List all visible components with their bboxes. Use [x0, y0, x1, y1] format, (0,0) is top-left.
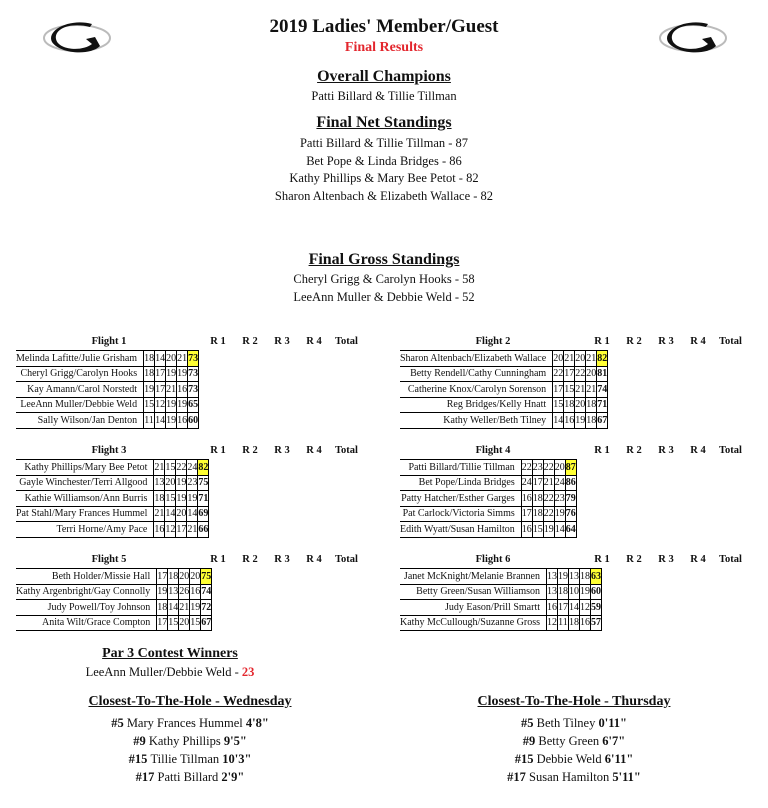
column-header: R 2 [626, 445, 642, 456]
net-standing-row: Bet Pope & Linda Bridges - 86 [306, 154, 462, 168]
table-row [400, 600, 602, 616]
round-score: 19 [166, 366, 177, 382]
round-score: 20 [165, 475, 176, 491]
hole-number: #17 [507, 770, 526, 784]
column-header: R 1 [210, 336, 226, 347]
flight-header [400, 554, 747, 568]
round-score: 19 [554, 506, 565, 522]
round-score: 22 [553, 366, 564, 382]
total-score: 81 [597, 366, 608, 382]
table-row [400, 506, 576, 522]
team-name: Janet McKnight/Melanie Brannen [400, 569, 547, 585]
distance: 9'5" [223, 734, 247, 748]
player-name: Tillie Tillman [150, 752, 220, 766]
flight-table [400, 350, 608, 429]
team-name: Patty Hatcher/Esther Garges [400, 491, 521, 507]
round-score: 18 [157, 600, 168, 616]
round-score: 20 [554, 460, 565, 476]
round-score: 22 [543, 460, 554, 476]
round-score: 14 [168, 600, 179, 616]
table-row [400, 522, 576, 538]
column-header: R 3 [274, 336, 290, 347]
net-standings-heading: Final Net Standings [316, 114, 452, 131]
column-header: Total [719, 445, 742, 456]
distance: 6'7" [602, 734, 626, 748]
round-score: 18 [586, 413, 597, 429]
table-row [16, 600, 212, 616]
round-score: 20 [575, 397, 586, 413]
table-row [16, 475, 209, 491]
team-name: Catherine Knox/Carolyn Sorenson [400, 382, 553, 398]
round-score: 16 [154, 522, 165, 538]
round-score: 23 [532, 460, 543, 476]
round-score: 21 [154, 460, 165, 476]
cth-row [40, 732, 340, 750]
round-score: 19 [177, 366, 188, 382]
team-name: Kathy Weller/Beth Tilney [400, 413, 553, 429]
round-score: 24 [187, 460, 198, 476]
hole-number: #15 [514, 752, 534, 766]
cth-row [424, 750, 724, 768]
table-row [16, 413, 199, 429]
round-score: 18 [564, 397, 575, 413]
round-score: 19 [157, 584, 168, 600]
round-score: 19 [177, 397, 188, 413]
round-score: 14 [187, 506, 198, 522]
round-score: 14 [155, 351, 166, 367]
round-score: 15 [144, 397, 155, 413]
round-score: 17 [155, 382, 166, 398]
column-header: R 2 [242, 554, 258, 565]
flight-table [16, 568, 212, 631]
round-score: 16 [521, 522, 532, 538]
round-score: 15 [165, 491, 176, 507]
team-name: Patti Billard/Tillie Tillman [400, 460, 521, 476]
table-row [400, 413, 608, 429]
round-score: 19 [575, 413, 586, 429]
distance: 0'11" [598, 716, 627, 730]
team-name: Betty Rendell/Cathy Cunningham [400, 366, 553, 382]
distance: 5'11" [612, 770, 641, 784]
round-score: 17 [564, 366, 575, 382]
column-header: Total [335, 554, 358, 565]
table-row [16, 506, 209, 522]
flight-name: Flight 6 [475, 554, 511, 565]
net-standing-row: Patti Billard & Tillie Tillman - 87 [299, 136, 469, 150]
distance: 2'9" [221, 770, 245, 784]
column-header: R 4 [306, 445, 322, 456]
round-score: 22 [575, 366, 586, 382]
round-score: 19 [144, 382, 155, 398]
flight-name: Flight 5 [91, 554, 127, 565]
total-score: 87 [565, 460, 576, 476]
round-score: 18 [586, 397, 597, 413]
round-score: 20 [166, 351, 177, 367]
flight-name: Flight 4 [475, 445, 511, 456]
table-row [16, 522, 209, 538]
flight-header [16, 445, 363, 459]
total-score: 72 [201, 600, 212, 616]
table-row [16, 584, 212, 600]
par3-winner [45, 665, 295, 680]
team-name: Kay Amann/Carol Norstedt [16, 382, 144, 398]
hole-number: #17 [135, 770, 155, 784]
round-score: 23 [187, 475, 198, 491]
flight-header [16, 336, 363, 350]
total-score: 73 [188, 366, 199, 382]
round-score: 17 [521, 506, 532, 522]
table-row [16, 491, 209, 507]
round-score: 19 [187, 491, 198, 507]
round-score: 18 [532, 491, 543, 507]
cth-row [424, 768, 724, 786]
round-score: 13 [547, 584, 558, 600]
round-score: 17 [155, 366, 166, 382]
total-score: 74 [201, 584, 212, 600]
round-score: 21 [187, 522, 198, 538]
flight-name: Flight 3 [91, 445, 127, 456]
total-score: 75 [198, 475, 209, 491]
round-score: 24 [554, 475, 565, 491]
round-score: 19 [166, 413, 177, 429]
round-score: 18 [168, 569, 179, 585]
round-score: 21 [177, 351, 188, 367]
round-score: 21 [154, 506, 165, 522]
round-score: 15 [532, 522, 543, 538]
gross-standing-row: LeeAnn Muller & Debbie Weld - 52 [293, 290, 475, 304]
round-score: 11 [144, 413, 155, 429]
table-row [400, 382, 608, 398]
flight-header [400, 445, 747, 459]
overall-champions-heading: Overall Champions [317, 68, 451, 85]
table-row [16, 351, 199, 367]
table-row [16, 382, 199, 398]
hole-number: #9 [133, 734, 146, 748]
team-name: Bet Pope/Linda Bridges [400, 475, 521, 491]
team-name: Betty Green/Susan Williamson [400, 584, 547, 600]
table-row [400, 491, 576, 507]
round-score: 15 [168, 615, 179, 631]
cth-row [424, 714, 724, 732]
round-score: 16 [547, 600, 558, 616]
total-score: 75 [201, 569, 212, 585]
round-score: 11 [558, 615, 569, 631]
total-score: 64 [565, 522, 576, 538]
round-score: 16 [564, 413, 575, 429]
net-standing-row: Kathy Phillips & Mary Bee Petot - 82 [289, 171, 479, 185]
team-name: Sally Wilson/Jan Denton [16, 413, 144, 429]
flight-header [400, 336, 747, 350]
distance: 6'11" [604, 752, 634, 766]
column-header: Total [719, 554, 742, 565]
round-score: 21 [543, 475, 554, 491]
round-score: 20 [586, 366, 597, 382]
round-score: 18 [532, 506, 543, 522]
total-score: 76 [565, 506, 576, 522]
total-score: 82 [597, 351, 608, 367]
column-header: R 4 [690, 554, 706, 565]
cth-thursday-heading: Closest-To-The-Hole - Thursday [477, 694, 671, 709]
table-row [400, 351, 608, 367]
table-row [400, 366, 608, 382]
par3-heading: Par 3 Contest Winners [102, 646, 238, 661]
total-score: 69 [198, 506, 209, 522]
hole-number: #5 [111, 716, 124, 730]
team-name: Pat Carlock/Victoria Simms [400, 506, 521, 522]
team-name: Cheryl Grigg/Carolyn Hooks [16, 366, 144, 382]
round-score: 18 [580, 569, 591, 585]
flight-name: Flight 1 [91, 336, 127, 347]
round-score: 13 [154, 475, 165, 491]
cth-row [40, 750, 340, 768]
cth-row [40, 714, 340, 732]
round-score: 17 [176, 522, 187, 538]
round-score: 21 [179, 600, 190, 616]
distance: 4'8" [245, 716, 269, 730]
round-score: 16 [177, 413, 188, 429]
round-score: 13 [547, 569, 558, 585]
table-row [400, 397, 608, 413]
total-score: 67 [597, 413, 608, 429]
round-score: 14 [155, 413, 166, 429]
round-score: 19 [190, 600, 201, 616]
round-score: 13 [168, 584, 179, 600]
round-score: 14 [569, 600, 580, 616]
round-score: 18 [154, 491, 165, 507]
table-row [16, 397, 199, 413]
player-name: Kathy Phillips [148, 734, 221, 748]
column-header: R 2 [242, 336, 258, 347]
round-score: 20 [176, 506, 187, 522]
total-score: 73 [188, 351, 199, 367]
page-subtitle: Final Results [344, 40, 424, 55]
player-name: Mary Frances Hummel [126, 716, 243, 730]
round-score: 22 [543, 491, 554, 507]
team-name: Kathie Williamson/Ann Burris [16, 491, 154, 507]
team-name: Terri Horne/Amy Pace [16, 522, 154, 538]
round-score: 15 [165, 460, 176, 476]
total-score: 82 [198, 460, 209, 476]
player-name: Beth Tilney [536, 716, 596, 730]
round-score: 12 [547, 615, 558, 631]
round-score: 21 [166, 382, 177, 398]
cth-wednesday [40, 694, 340, 786]
table-row [16, 366, 199, 382]
team-name: Kathy Argenbright/Gay Connolly [16, 584, 157, 600]
round-score: 17 [553, 382, 564, 398]
column-header: R 4 [306, 336, 322, 347]
round-score: 15 [564, 382, 575, 398]
team-name: Beth Holder/Missie Hall [16, 569, 157, 585]
cth-row [424, 732, 724, 750]
hole-number: #5 [521, 716, 534, 730]
round-score: 21 [575, 382, 586, 398]
team-name: LeeAnn Muller/Debbie Weld [16, 397, 144, 413]
round-score: 22 [521, 460, 532, 476]
round-score: 20 [553, 351, 564, 367]
round-score: 16 [580, 615, 591, 631]
round-score: 22 [543, 506, 554, 522]
distance: 10'3" [222, 752, 252, 766]
round-score: 21 [586, 382, 597, 398]
total-score: 57 [591, 615, 602, 631]
player-name: Patti Billard [157, 770, 219, 784]
table-row [400, 569, 602, 585]
total-score: 73 [188, 382, 199, 398]
column-header: R 2 [626, 336, 642, 347]
total-score: 63 [591, 569, 602, 585]
round-score: 24 [521, 475, 532, 491]
team-name: Judy Powell/Toy Johnson [16, 600, 157, 616]
hole-number: #15 [128, 752, 148, 766]
team-name: Reg Bridges/Kelly Hnatt [400, 397, 553, 413]
net-standing-row: Sharon Altenbach & Elizabeth Wallace - 82 [274, 189, 494, 203]
cth-row [40, 768, 340, 786]
round-score: 20 [190, 569, 201, 585]
round-score: 15 [190, 615, 201, 631]
gross-standing-row: Cheryl Grigg & Carolyn Hooks - 58 [293, 272, 475, 286]
total-score: 74 [597, 382, 608, 398]
round-score: 26 [179, 584, 190, 600]
round-score: 15 [553, 397, 564, 413]
column-header: R 1 [210, 554, 226, 565]
column-header: R 4 [690, 336, 706, 347]
table-row [16, 615, 212, 631]
table-row [400, 584, 602, 600]
round-score: 21 [564, 351, 575, 367]
total-score: 71 [198, 491, 209, 507]
round-score: 17 [532, 475, 543, 491]
column-header: R 3 [274, 445, 290, 456]
total-score: 60 [591, 584, 602, 600]
column-header: R 3 [658, 554, 674, 565]
flight-table [16, 350, 199, 429]
team-name: Kathy Phillips/Mary Bee Petot [16, 460, 154, 476]
page-title: 2019 Ladies' Member/Guest [269, 16, 499, 37]
round-score: 21 [586, 351, 597, 367]
team-name: Anita Wilt/Grace Compton [16, 615, 157, 631]
round-score: 22 [176, 460, 187, 476]
team-name: Edith Wyatt/Susan Hamilton [400, 522, 521, 538]
column-header: R 3 [274, 554, 290, 565]
column-header: R 1 [594, 554, 610, 565]
team-name: Pat Stahl/Mary Frances Hummel [16, 506, 154, 522]
team-name: Sharon Altenbach/Elizabeth Wallace [400, 351, 553, 367]
flight-table [400, 459, 577, 538]
player-name: Debbie Weld [536, 752, 602, 766]
round-score: 18 [144, 366, 155, 382]
round-score: 18 [558, 584, 569, 600]
round-score: 19 [176, 491, 187, 507]
column-header: Total [335, 445, 358, 456]
round-score: 19 [176, 475, 187, 491]
player-name: Susan Hamilton [529, 770, 610, 784]
round-score: 14 [554, 522, 565, 538]
column-header: R 1 [594, 336, 610, 347]
column-header: R 1 [210, 445, 226, 456]
column-header: R 2 [242, 445, 258, 456]
total-score: 60 [188, 413, 199, 429]
round-score: 18 [569, 615, 580, 631]
flight-table [400, 568, 602, 631]
round-score: 23 [554, 491, 565, 507]
table-row [16, 460, 209, 476]
column-header: R 3 [658, 445, 674, 456]
round-score: 16 [190, 584, 201, 600]
team-name: Gayle Winchester/Terri Allgood [16, 475, 154, 491]
team-name: Kathy McCullough/Suzanne Gross [400, 615, 547, 631]
player-name: Betty Green [538, 734, 600, 748]
overall-champions-names: Patti Billard & Tillie Tillman [311, 89, 457, 103]
column-header: R 1 [594, 445, 610, 456]
table-row [400, 475, 576, 491]
round-score: 13 [569, 569, 580, 585]
table-row [16, 569, 212, 585]
round-score: 20 [179, 615, 190, 631]
gross-standings-heading: Final Gross Standings [308, 251, 460, 268]
team-name: Judy Eason/Prill Smartt [400, 600, 547, 616]
round-score: 17 [558, 600, 569, 616]
round-score: 12 [165, 522, 176, 538]
round-score: 20 [575, 351, 586, 367]
column-header: R 4 [690, 445, 706, 456]
table-row [400, 460, 576, 476]
round-score: 19 [580, 584, 591, 600]
round-score: 12 [155, 397, 166, 413]
round-score: 10 [569, 584, 580, 600]
total-score: 79 [565, 491, 576, 507]
round-score: 16 [177, 382, 188, 398]
team-name: Melinda Lafitte/Julie Grisham [16, 351, 144, 367]
par3-winner-names: LeeAnn Muller/Debbie Weld - [85, 665, 242, 679]
column-header: R 2 [626, 554, 642, 565]
round-score: 18 [144, 351, 155, 367]
round-score: 17 [157, 569, 168, 585]
par3-score: 23 [241, 665, 255, 679]
total-score: 86 [565, 475, 576, 491]
column-header: Total [719, 336, 742, 347]
cth-thursday [424, 694, 724, 786]
round-score: 12 [580, 600, 591, 616]
round-score: 16 [521, 491, 532, 507]
total-score: 65 [188, 397, 199, 413]
cth-wednesday-heading: Closest-To-The-Hole - Wednesday [88, 694, 292, 709]
round-score: 14 [165, 506, 176, 522]
total-score: 59 [591, 600, 602, 616]
round-score: 19 [166, 397, 177, 413]
flight-table [16, 459, 209, 538]
table-row [400, 615, 602, 631]
total-score: 67 [201, 615, 212, 631]
column-header: R 4 [306, 554, 322, 565]
flight-name: Flight 2 [475, 336, 511, 347]
total-score: 66 [198, 522, 209, 538]
flight-header [16, 554, 363, 568]
round-score: 19 [558, 569, 569, 585]
round-score: 20 [179, 569, 190, 585]
round-score: 19 [543, 522, 554, 538]
round-score: 17 [157, 615, 168, 631]
total-score: 71 [597, 397, 608, 413]
round-score: 14 [553, 413, 564, 429]
hole-number: #9 [522, 734, 536, 748]
column-header: R 3 [658, 336, 674, 347]
column-header: Total [335, 336, 358, 347]
